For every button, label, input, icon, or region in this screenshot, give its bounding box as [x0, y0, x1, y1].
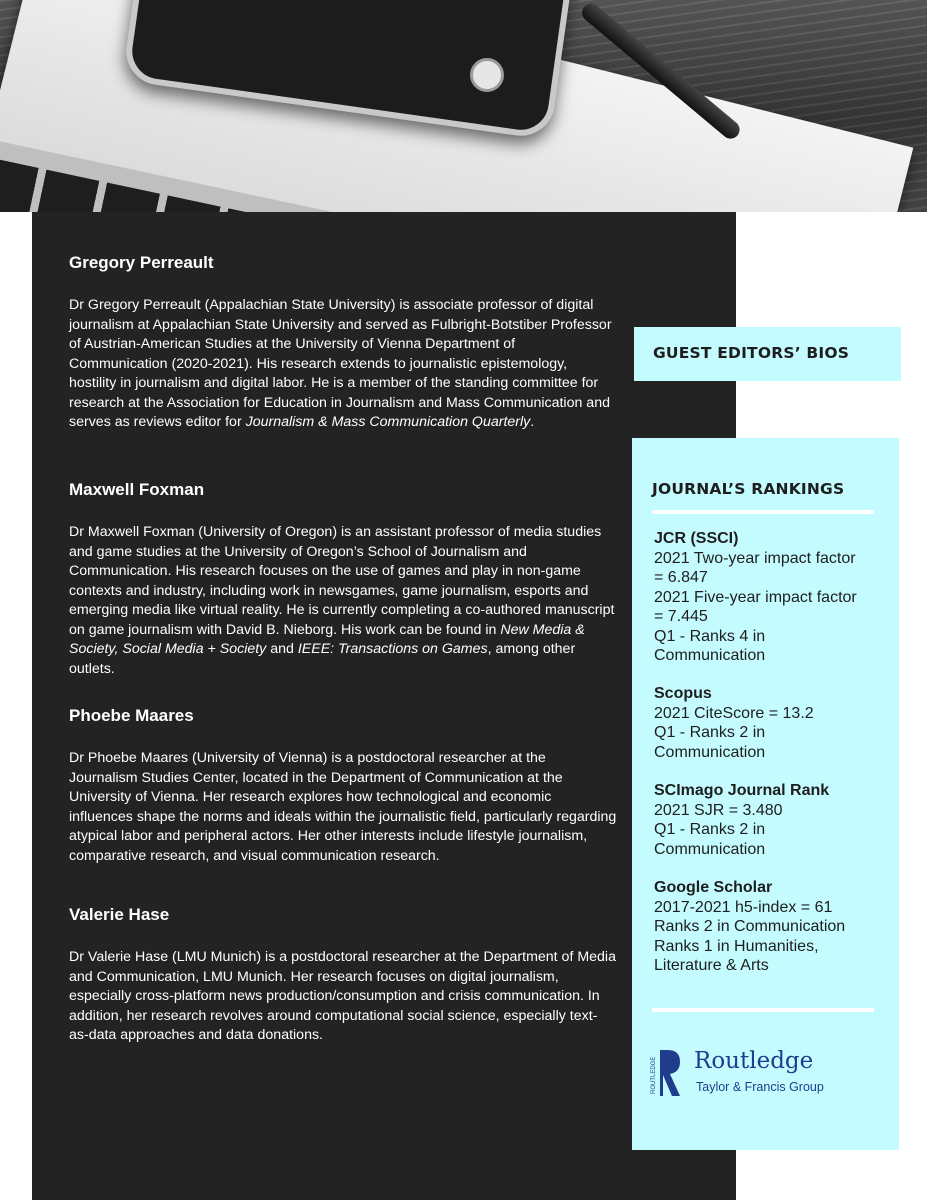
header-photo — [0, 0, 927, 212]
logo-name: Routledge — [694, 1048, 814, 1074]
bio-valerie-hase — [69, 904, 617, 1046]
bio-name: Maxwell Foxman — [69, 480, 205, 499]
ranking-head: SCImago Journal Rank — [654, 782, 830, 799]
ranking-scopus — [654, 684, 894, 762]
bio-text: Dr Phoebe Maares (University of Vienna) is a postdoctoral researcher at the Journalism Studies Center, located in the Department of Communication at the University of Vienna. Her research explores how technological and economic influences shape the norms and ideals within the journalistic field, particularly regarding atypical labor and peripheral actors. Her other interests include lifestyle journalism, comparative research, and visual communication research. — [69, 750, 617, 864]
bio-text: Dr Valerie Hase (LMU Munich) is a postdoctoral researcher at the Department of Media and Communication, LMU Munich. Her research focuses on digital journalism, especially cross-platform news production/consumption and crisis communication. In addition, her research revolves around computational social science, especially text-as-data approaches and data donations. — [69, 949, 616, 1043]
ranking-line: = 7.445 — [654, 608, 708, 625]
ranking-line: Q1 - Ranks 4 in — [654, 627, 766, 645]
bio-text: Dr Maxwell Foxman (University of Oregon) is an assistant professor of media studies and game studies at the University of Oregon’s School of Journalism and Communication. His research focuses on the use of games and play in non-game contexts and industry, including work in newsgames, game journalism, esports and emerging media like virtual reality. He is currently completing a co-authored manuscript on game journalism with David B. Nieborg. His work can be found in New Media & Society, Social Media + Society and IEEE: Transactions on Games, among other outlets. — [69, 524, 615, 677]
ranking-line: 2017-2021 h5-index = 61 — [654, 898, 833, 916]
ranking-line: = 6.847 — [654, 569, 708, 586]
ranking-head: JCR (SSCI) — [654, 530, 739, 547]
ranking-line: Communication — [654, 743, 766, 761]
ranking-line: Communication — [654, 647, 766, 664]
ranking-line: Literature & Arts — [654, 957, 769, 974]
ranking-scimago — [654, 781, 894, 859]
bio-gregory-perreault — [69, 252, 617, 433]
routledge-r-icon — [650, 1048, 682, 1098]
ranking-line: 2021 Five-year impact factor — [654, 588, 857, 606]
svg-text:ROUTLEDGE: ROUTLEDGE — [651, 1056, 657, 1094]
rankings-title: JOURNAL’S RANKINGS — [652, 480, 845, 498]
ranking-jcr — [654, 529, 894, 666]
ranking-head: Google Scholar — [654, 879, 773, 896]
divider — [652, 510, 874, 514]
bio-name: Phoebe Maares — [69, 706, 194, 725]
guest-editors-label: GUEST EDITORS’ BIOS — [653, 344, 850, 362]
logo-subtitle: Taylor & Francis Group — [696, 1080, 824, 1094]
bio-phoebe-maares — [69, 705, 617, 866]
bio-name: Valerie Hase — [69, 905, 170, 924]
bio-name: Gregory Perreault — [69, 253, 214, 272]
ranking-google-scholar — [654, 878, 894, 976]
ranking-line: Communication — [654, 840, 766, 858]
ranking-line: 2021 SJR = 3.480 — [654, 801, 783, 819]
bio-text: Dr Gregory Perreault (Appalachian State University) is associate professor of digital journalism at Appalachian State University and served as Fulbright-Botstiber Professor of Austrian-American Studies at the University of Vienna Department of Communication (2020-2021). His research extends to journalistic epistemology, hostility in journalism and digital labor. He is a member of the standing committee for research at the Association for Education in Journalism and Mass Communication and serves as reviews editor for Journalism & Mass Communication Quarterly. — [69, 297, 612, 430]
journal-rankings-box — [632, 438, 899, 1150]
ranking-line: Q1 - Ranks 2 in — [654, 821, 766, 838]
routledge-logo — [650, 1042, 850, 1102]
ranking-head: Scopus — [654, 685, 712, 702]
phone-home-button — [470, 58, 504, 92]
ranking-line: Ranks 1 in Humanities, — [654, 937, 819, 955]
divider — [652, 1008, 874, 1012]
ranking-line: 2021 Two-year impact factor — [654, 549, 856, 567]
bio-maxwell-foxman — [69, 479, 617, 679]
ranking-line: Q1 - Ranks 2 in — [654, 724, 766, 741]
ranking-line: Ranks 2 in Communication — [654, 918, 846, 935]
guest-editors-label-box — [634, 327, 901, 381]
ranking-line: 2021 CiteScore = 13.2 — [654, 704, 814, 722]
